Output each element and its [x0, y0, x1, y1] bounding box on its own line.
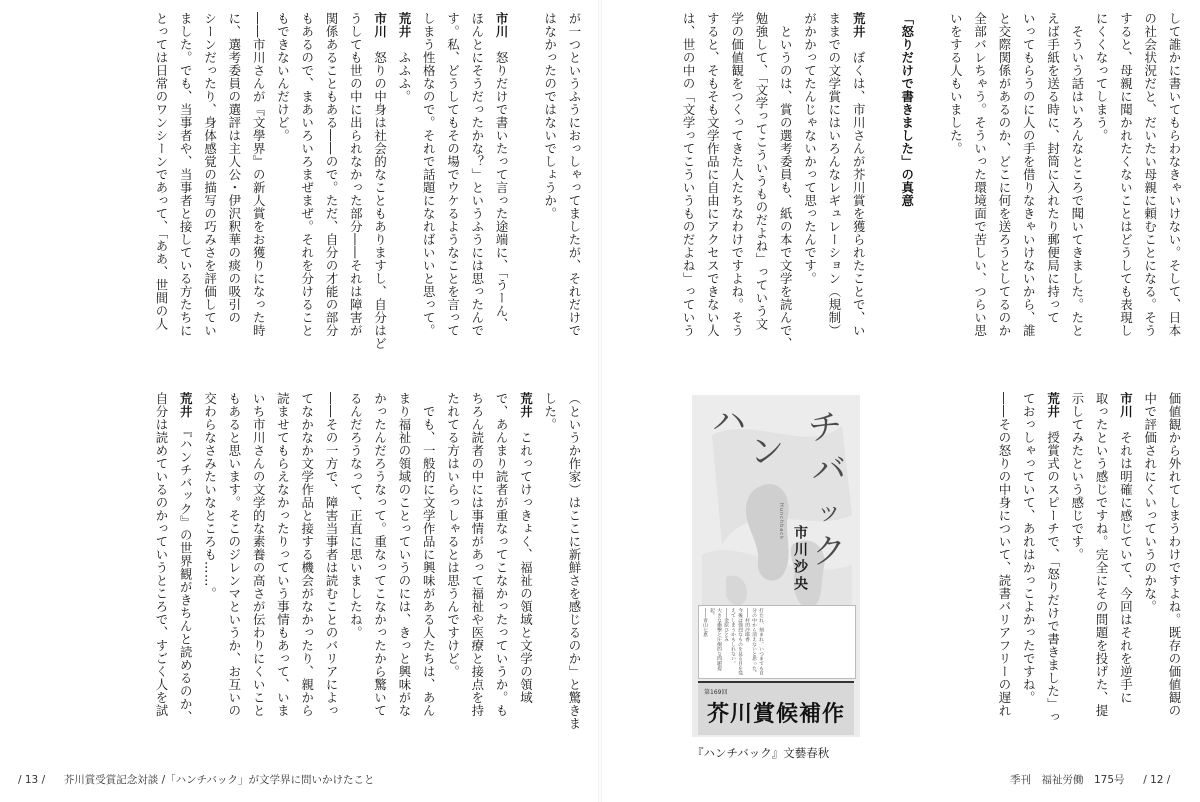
cover-obi-band	[698, 681, 854, 735]
text-line: ちろん読者の中には事情があって福祉や医療と接点を持	[469, 392, 485, 717]
speaker-name: 市川	[1118, 392, 1134, 418]
section-heading: 「怒りだけで書きました」の真意	[899, 12, 915, 207]
text-line: がかかってたんじゃないかって思ったんです。	[802, 12, 818, 285]
left-folio	[18, 772, 375, 787]
text-line: もできないんだけど。	[275, 12, 291, 142]
text-line: もあると思います。そこのジレンマというか、お互いの	[226, 392, 242, 717]
speaker-text: ふふふ。	[396, 38, 412, 103]
speaker-line	[392, 12, 416, 372]
text-line: の社会状況だと、だいたい母親に頼むことになる。そう	[1142, 12, 1158, 337]
right-page	[600, 0, 1200, 802]
text-line: は、世の中の「文学ってこういうものだよね」っていう	[681, 12, 697, 337]
text-line: 勉強して、「文学ってこういうものだよね」っていう文	[753, 12, 769, 331]
text-line: えば手紙を送る時に、封筒に入れたり郵便局に持って	[1045, 12, 1061, 324]
blurb-line: ――金原ひとみ	[723, 608, 728, 642]
speaker-name: 市川	[372, 12, 388, 38]
text-line: 関係あることもある――ので。ただ、自分の才能の部分	[324, 12, 340, 337]
text-line: した。	[542, 392, 558, 431]
text-line: とっては日常のワンシーンであって、「ああ、世間の人	[153, 12, 169, 331]
speaker-line	[1040, 392, 1064, 752]
cover-title-char: ハ	[712, 402, 746, 442]
text-line: でも、一般的に文学作品に興味がある人たちは、あん	[421, 392, 437, 717]
speaker-name: 荒井	[518, 392, 534, 418]
text-line: 交わらなさみたいなところも……。	[202, 392, 218, 600]
speaker-text: ぼくは、市川さんが芥川賞を獲られたことで、い	[851, 38, 867, 337]
text-line: たれてる方はいらっしゃるとは思うんですけど。	[445, 392, 461, 678]
speaker-name: 荒井	[178, 392, 194, 418]
obi-text: 芥川賞候補作	[706, 702, 845, 727]
text-line: ままでの文学賞にはいろんなレギュレーション（規制）	[826, 12, 842, 337]
speaker-line	[173, 392, 197, 752]
text-line: かったんだろうなって。重なってこなかったから驚いて	[372, 392, 388, 717]
cover-english-title: Hunchback	[778, 503, 784, 540]
figure-caption: 『ハンチバック』文藝春秋	[692, 746, 830, 760]
blank-line	[870, 12, 894, 372]
text-line: が一つというふうにおっしゃってましたが、それだけで	[567, 12, 582, 337]
text-line: ておっしゃっていて、あれはかっこよかったですね。	[1021, 392, 1037, 704]
text-line: いってもらうのに人の手を借りなきゃいけないから、誰	[1021, 12, 1037, 337]
text-line: 中で評価されにくいっていうのかな。	[1142, 392, 1158, 613]
cover-title-char: ッ	[816, 497, 843, 527]
cover-blurb-text	[701, 608, 764, 676]
blurb-line: ――村田沙耶香	[744, 608, 749, 642]
text-line: うしても世の中に出られなかった部分――それは障害が	[348, 12, 364, 337]
text-line: にくくなってしまう。	[1094, 12, 1110, 142]
right-page-number: / 12 /	[1143, 774, 1171, 786]
cover-title-char: ン	[750, 432, 784, 472]
text-line: まり福祉の領域のことっていうのには、きっと興味がな	[396, 392, 412, 717]
blank-line	[919, 12, 943, 372]
text-line: そういう話はいろんなところで聞いてきました。たと	[1069, 12, 1085, 337]
text-line: もあるので、まあいろいろまぜまぜ。それを分けること	[299, 12, 315, 337]
speaker-text: これってけっきょく、福祉の領域と文学の領域	[518, 418, 534, 704]
left-lower-text-block	[28, 392, 586, 752]
speaker-name: 荒井	[851, 12, 867, 38]
text-line: 読ませてもらえなかったりっていう事情もあって、いま	[275, 392, 291, 717]
blurb-line: 大きな衝撃と圧倒的な問題提起。	[709, 608, 721, 671]
speaker-text: 怒りだけで書いたって言った途端に、「うーん、	[494, 38, 510, 331]
text-line: ほんとにそうだったかな？」というふうには思ったんで	[469, 12, 485, 337]
text-line: で、あんまり読者が重なってこなかったっていうか。も	[494, 392, 510, 717]
cover-blurb	[698, 605, 856, 679]
text-line: シーンだったり、身体感覚の描写の巧みさを評価してい	[202, 12, 218, 337]
text-line: 示してみたという感じです。	[1069, 392, 1085, 561]
speaker-line	[1113, 392, 1137, 752]
text-line: ――市川さんが『文學界』の新人賞をお獲りになった時	[251, 12, 267, 337]
text-line: すると、母親に聞かれたくないことはどうしても表現し	[1118, 12, 1134, 337]
text-line: す。私、どうしてもその場でウケるようなことを言って	[445, 12, 461, 337]
text-line: と交際関係があるのか、どこに何を送ろうとしてるのか	[996, 12, 1012, 337]
left-running-title: 芥川賞受賞記念対談 /「ハンチバック」が文学界に問いかけたこと	[63, 774, 375, 786]
right-publication: 季刊 福祉労働 175号	[1010, 774, 1125, 786]
text-line: 取ったという感じですね。完全にその問題を投げた、提	[1094, 392, 1110, 717]
blurb-line: ――青山七恵	[702, 608, 707, 637]
speaker-line	[513, 392, 537, 752]
text-line: しまう性格なので。それで話題になればいいと思って。	[421, 12, 437, 337]
speaker-line	[846, 12, 870, 372]
blank-line	[513, 12, 537, 372]
text-line: はなかったのではないでしょうか。	[542, 12, 558, 220]
book-figure	[692, 395, 860, 763]
text-line: というのは、賞の選考委員も、紙の本で文学を読んで、	[778, 12, 794, 350]
text-line: 価値観から外れてしまうわけですよね。既存の価値観の	[1167, 392, 1182, 717]
cover-title-char: ク	[812, 532, 846, 572]
right-upper-text-block	[616, 12, 1186, 372]
left-page-number: / 13 /	[18, 774, 46, 786]
speaker-line	[367, 12, 391, 372]
speaker-text: 怒りの中身は社会的なこともありますし、自分はど	[372, 38, 388, 350]
text-line: ――その怒りの中身について、読書バリアフリーの遅れ	[996, 392, 1012, 717]
text-line: （というか作家）はここに新鮮さを感じるのか」と驚きま	[567, 392, 582, 730]
text-line: に、選考委員の選評は主人公・伊沢釈華の痰の吸引の	[226, 12, 242, 324]
right-lower-text-block	[878, 392, 1186, 752]
text-line: てなかなか文学作品と接する機会がなかったり、親から	[299, 392, 315, 717]
text-line: すると、そもそも文学作品に自由にアクセスできない人	[705, 12, 721, 337]
cover-author: 市川沙央	[792, 525, 808, 593]
text-line: 学の価値観をつくってきた人たちなわけですよね。そう	[729, 12, 745, 337]
text-line: いをする人もいました。	[948, 12, 964, 155]
speaker-text: 『ハンチバック』の世界観がきちんと読めるのか、	[178, 418, 194, 724]
left-upper-text-block	[28, 12, 586, 372]
text-line: して誰かに書いてもらわなきゃいけない。そして、日本	[1167, 12, 1182, 337]
obi-label: 第169回	[704, 689, 728, 696]
speaker-text: それは明確に感じていて、今回はそれを逆手に	[1118, 418, 1134, 704]
text-line: るんだろうなって、正直に思いましたね。	[348, 392, 364, 639]
text-line: ――その一方で、障害当事者は読むことのバリアによっ	[324, 392, 340, 717]
speaker-text: 授賞式のスピーチで、「怒りだけで書きました」っ	[1045, 418, 1061, 724]
cover-title-char: チ	[808, 408, 842, 448]
speaker-name: 荒井	[396, 12, 412, 38]
speaker-name: 市川	[494, 12, 510, 38]
right-folio	[1010, 772, 1170, 787]
text-line: ました。でも、当事者や、当事者と接している方たちに	[178, 12, 194, 337]
text-line: いち市川さんの文学的な素養の高さが伝わりにくいこと	[251, 392, 267, 717]
text-line: 全部バレちゃう。そういった環境面で苦しい、つらい思	[972, 12, 988, 337]
blurb-line: 打たれ、刻まれ、いつまでも自分の中から消えないと思った。	[751, 608, 763, 676]
speaker-name: 荒井	[1045, 392, 1061, 418]
blurb-line: 今後は強烈なものを見る目を変えてしまうかもしれない。	[730, 608, 742, 676]
text-line: 自分は読めているのかっていうところで、すごく人を試	[153, 392, 169, 717]
cover-title-char: バ	[812, 450, 846, 490]
speaker-line	[489, 12, 513, 372]
